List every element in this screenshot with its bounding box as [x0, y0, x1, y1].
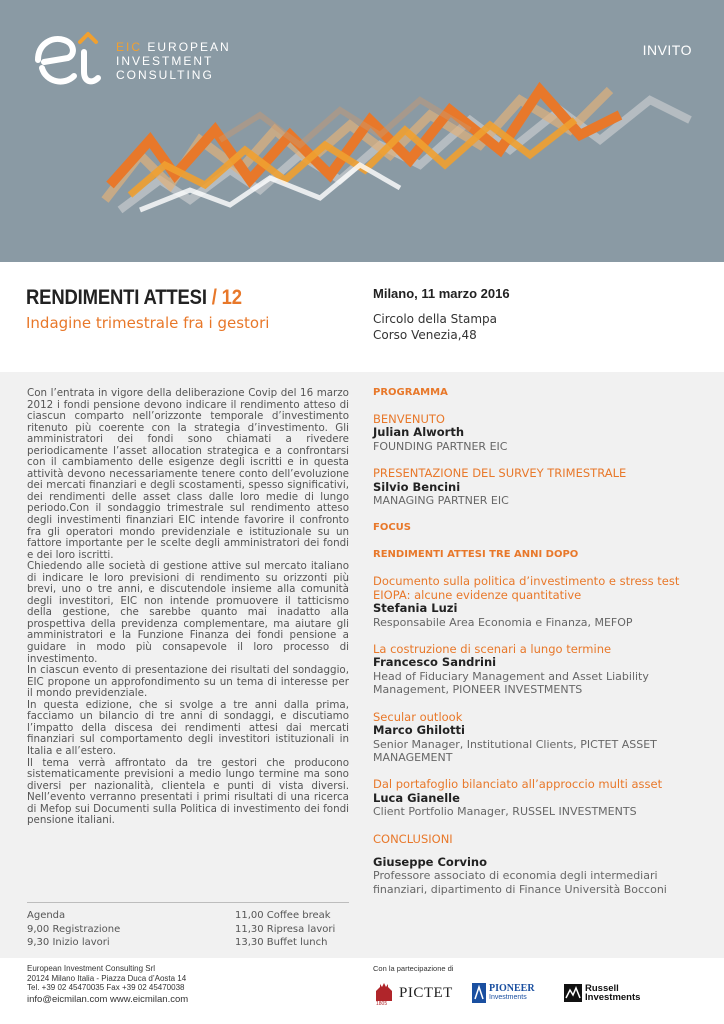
title-band: [0, 262, 724, 372]
company-name: European Investment Consulting Srl: [27, 964, 156, 973]
intro-paragraph: In ciascun evento di presentazione dei risultati del sondaggio, EIC propone un approfondimento su un tema di interesse per il mondo previdenziale.: [27, 664, 349, 700]
pictet-logo: [373, 980, 453, 1006]
pictet-emblem-icon: [373, 981, 395, 1005]
content-area: [0, 372, 724, 1024]
agenda-item: 13,30 Buffet lunch: [235, 937, 328, 948]
conclusioni-label: CONCLUSIONI: [373, 831, 453, 846]
title-number: 12: [221, 286, 242, 309]
speaker-role: Responsabile Area Economia e Finanza, MEFOP: [373, 615, 633, 629]
speaker-role: Senior Manager, Institutional Clients, PICTET ASSET: [373, 737, 657, 751]
logo-line-2: INVESTMENT: [116, 54, 214, 68]
agenda-item: 9,30 Inizio lavori: [27, 937, 110, 948]
intro-paragraph: Con l’entrata in vigore della deliberazione Covip del 16 marzo 2012 i fondi pensione devono indicare il rendimento atteso di ciascun comparto nell’orizzonte temporale d’investimento ritenuto più coerente con la strategia d’investimento. Gli amministratori dei fondi sono chiamati a rivedere periodicamente l’asset allocation strategica e a confrontarsi con il cambiamento delle esigenze degli iscritti e in questa attività devono necessariamente tenere conto dell’evoluzione dei mercati finanziari e degli scostamenti, spesso significativi, dei rendimenti delle asset class dalle loro medie di lungo periodo.Con il sondaggio trimestrale sul rendimento atteso degli investimenti finanziari EIC intende favorire il confronto fra gli operatori mondo previdenziale e istituzionale su un fattore importante per le scelte degli amministratori dei fondi e dei loro iscritti.: [27, 387, 349, 561]
event-date: Milano, 11 marzo 2016: [373, 286, 510, 301]
agenda-right: [235, 909, 355, 950]
focus-title: RENDIMENTI ATTESI TRE ANNI DOPO: [373, 549, 579, 561]
benvenuto-label: BENVENUTO: [373, 412, 445, 426]
speaker-name: Francesco Sandrini: [373, 655, 497, 670]
company-phone: Tel. +39 02 45470035 Fax +39 02 45470038: [27, 983, 185, 992]
pioneer-sub: Investments: [489, 994, 527, 1001]
russell-emblem-icon: [564, 984, 582, 1002]
intro-paragraph: In questa edizione, che si svolge a tre anni dalla prima, facciamo un bilancio di tre anni di sondaggi, e discutiamo l’impatto della discesa dei rendimenti attesi dai mercati finanziari sul comportamento degli investitori istituzionali in Italia e all’estero.: [27, 698, 349, 757]
russell-sub: Investments: [585, 992, 641, 1003]
survey-label: PRESENTAZIONE DEL SURVEY TRIMESTRALE: [373, 466, 627, 481]
talk-title: Secular outlook: [373, 709, 463, 724]
pioneer-wordmark: [489, 984, 535, 1002]
talk-title: Documento sulla politica d’investimento e stress test: [373, 574, 680, 589]
pioneer-name: PIONEER: [489, 983, 535, 994]
agenda-item: 11,30 Ripresa lavori: [235, 923, 336, 935]
venue-line-2: Corso Venezia,48: [373, 328, 477, 342]
page-subtitle: Indagine trimestrale fra i gestori: [26, 314, 270, 332]
program: [373, 386, 703, 896]
zigzag-graphic: [0, 60, 724, 230]
event-venue: [373, 311, 497, 343]
page-title: [26, 286, 242, 310]
intro-paragraph: Chiedendo alle società di gestione attive sul mercato italiano di indicare le loro previsioni di rendimento su orizzonti più brevi, uno o tre anni, e discutendole insieme alla comunità degli investitori, EIC non intende promuovere il tatticismo della gestione, che sarebbe quanto mai inadatto alla prospettiva della previdenza complementare, ma aiutare gli amministratori e la Funzione Finanza dei fondi pensione a guidare in modo più consapevole il loro processo di investimento.: [27, 560, 349, 665]
russell-wordmark: [585, 984, 640, 1002]
pictet-year: 1805: [376, 1001, 388, 1005]
intro-text: [27, 388, 349, 827]
invito-label: INVITO: [642, 42, 692, 58]
agenda-item: 11,00 Coffee break: [235, 910, 331, 921]
agenda: [27, 902, 349, 948]
talk-title: Dal portafoglio bilanciato all’approccio multi asset: [373, 777, 663, 792]
pictet-name: PICTET: [399, 984, 453, 1001]
title-main: RENDIMENTI ATTESI: [26, 286, 207, 309]
header-banner: [0, 0, 724, 262]
pioneer-logo: [472, 980, 535, 1006]
logo-eic: EIC: [116, 40, 143, 54]
partners-label: Con la partecipazione di: [373, 964, 454, 973]
title-separator: /: [206, 286, 222, 309]
speaker-role: Professore associato di economia degli intermediari: [373, 869, 658, 883]
footer-address: [27, 964, 186, 993]
speaker-role: Management, PIONEER INVESTMENTS: [373, 683, 583, 697]
speaker-name: Silvio Bencini: [373, 479, 461, 494]
pioneer-emblem-icon: [472, 983, 486, 1003]
russell-logo: [564, 980, 640, 1006]
speaker-role: FOUNDING PARTNER EIC: [373, 439, 508, 453]
speaker-name: Julian Alworth: [373, 425, 465, 440]
agenda-left: [27, 909, 227, 950]
speaker-name: Marco Ghilotti: [373, 723, 465, 738]
talk-title: EIOPA: alcune evidenze quantitative: [373, 587, 582, 602]
logo-line-1: EUROPEAN: [147, 40, 231, 54]
program-heading: PROGRAMMA: [373, 387, 448, 398]
speaker-name: Luca Gianelle: [373, 790, 460, 805]
speaker-role: Client Portfolio Manager, RUSSEL INVESTMENTS: [373, 805, 637, 819]
talk-title: La costruzione di scenari a lungo termine: [373, 642, 612, 657]
footer-contacts[interactable]: info@eicmilan.com www.eicmilan.com: [27, 994, 189, 1005]
intro-paragraph: Il tema verrà affrontato da tre gestori che producono sistematicamente previsioni a medio lungo termine ma sono diversi per nazionalità, clientela e punti di vista diversi. Nell’evento verranno presentati i primi risultati di una ricerca di Mefop sui Documenti sulla Politica di investimento dei fondi pensione italiani.: [27, 756, 349, 827]
speaker-role: finanziari, dipartimento di Finance Università Bocconi: [373, 882, 667, 896]
speaker-role: Head of Fiduciary Management and Asset Liability: [373, 669, 649, 683]
footer: [0, 958, 724, 1024]
agenda-item: 9,00 Registrazione: [27, 923, 121, 935]
speaker-name: Stefania Luzi: [373, 601, 458, 616]
focus-heading: FOCUS: [373, 522, 411, 534]
logo-line-3: CONSULTING: [116, 68, 214, 82]
speaker-name: Giuseppe Corvino: [373, 854, 488, 869]
venue-line-1: Circolo della Stampa: [373, 312, 497, 326]
speaker-role: MANAGEMENT: [373, 750, 453, 764]
russell-name: Russell: [585, 983, 619, 994]
company-address: 20124 Milano Italia - Piazza Duca d’Aosta 14: [27, 973, 187, 983]
speaker-role: MANAGING PARTNER EIC: [373, 494, 509, 508]
agenda-label: Agenda: [27, 910, 66, 921]
